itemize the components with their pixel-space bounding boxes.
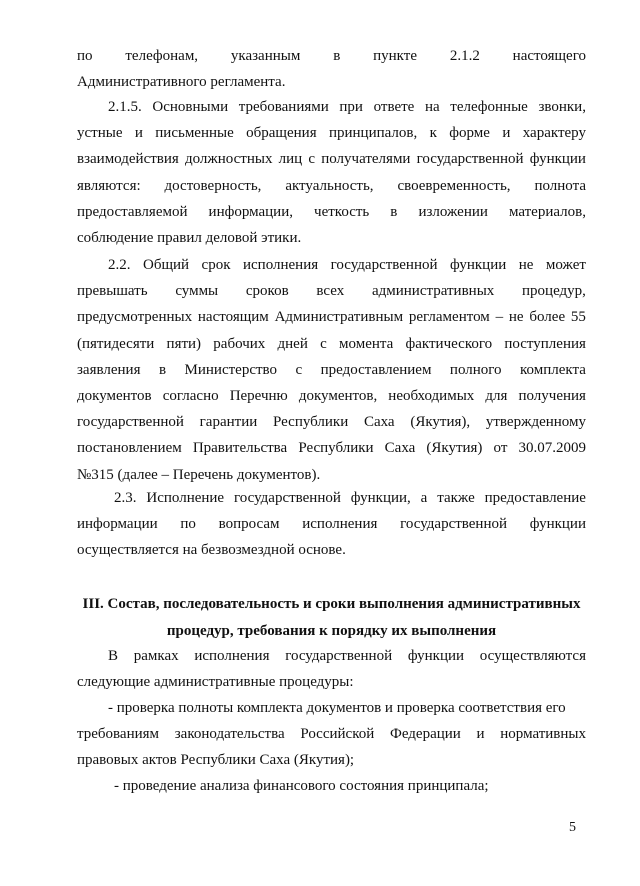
word: дней	[277, 335, 308, 352]
text-line: следующие административные процедуры:	[77, 674, 354, 691]
word: документов,	[298, 387, 378, 404]
text-line	[77, 435, 586, 461]
word: (Якутия)	[426, 440, 483, 457]
word: государственной	[416, 151, 524, 168]
paragraph-2-2	[77, 252, 586, 488]
word: требованиям	[77, 726, 160, 743]
word: согласно	[162, 387, 219, 404]
word: телефонам,	[125, 48, 199, 64]
word: Административным	[274, 309, 404, 326]
text-line	[77, 94, 586, 120]
word: и	[134, 125, 143, 142]
word: законодательства	[174, 726, 285, 743]
word: телефонные	[450, 99, 528, 115]
word: Республики	[272, 414, 349, 431]
word: форме	[449, 125, 490, 142]
word: государственной	[77, 414, 184, 431]
word: обращения	[246, 125, 317, 142]
text-line: осуществляется на безвозмездной основе.	[77, 542, 346, 559]
word: пункте	[373, 48, 417, 64]
word: указанным	[230, 48, 301, 64]
text-line	[77, 278, 586, 304]
word: а	[420, 490, 428, 506]
word: в	[390, 203, 398, 220]
word: вопросам	[218, 516, 280, 533]
word: функции	[450, 257, 507, 273]
text-line: - проведение анализа финансового состояния принципала;	[114, 778, 489, 794]
text-line	[77, 643, 586, 669]
word: лиц	[278, 151, 303, 168]
word: по	[77, 48, 93, 64]
word: должностных	[184, 151, 273, 168]
word: своевременность,	[397, 177, 511, 194]
word: административных	[371, 283, 495, 300]
word: заявления	[77, 361, 141, 378]
word: в	[158, 361, 167, 378]
word: 2.1.5.	[108, 99, 142, 115]
word: регламентом	[408, 309, 490, 326]
text-line: соблюдение правил деловой этики.	[77, 229, 302, 246]
word: осуществляются	[479, 648, 586, 664]
word: Саха	[363, 414, 395, 431]
word: актуальность,	[285, 177, 374, 194]
word: исполнения	[242, 257, 319, 273]
word: 2.3.	[114, 490, 137, 506]
word: функции	[529, 516, 586, 533]
list-item-financial-analysis	[77, 773, 586, 799]
text-line	[77, 357, 586, 383]
word: (пятидесяти	[77, 335, 155, 352]
section-heading	[77, 591, 586, 645]
text-line: правовых актов Республики Саха (Якутия);	[77, 752, 355, 769]
word: процедур,	[522, 283, 586, 300]
word: информации,	[208, 203, 293, 220]
word: и	[476, 726, 485, 743]
word: Перечню	[229, 387, 288, 404]
word: документов	[77, 387, 152, 404]
word: постановлением	[77, 440, 182, 457]
word: материалов,	[508, 203, 586, 220]
word: нормативных	[500, 726, 586, 743]
word: звонки,	[538, 99, 586, 115]
text-line	[77, 383, 586, 409]
word: необходимых	[388, 387, 475, 404]
word: ответе	[373, 99, 415, 115]
word: государственной	[285, 648, 393, 664]
word: функции	[529, 151, 586, 168]
word: к	[429, 125, 437, 142]
word: с	[295, 361, 303, 378]
list-item-completeness-check	[77, 695, 586, 774]
paragraph-procedures-intro	[77, 643, 586, 695]
text-line	[77, 199, 586, 225]
word: предусмотренных	[77, 309, 193, 326]
word: являются:	[77, 177, 141, 194]
paragraph-2-3	[77, 485, 586, 564]
word: полного	[449, 361, 502, 378]
word: взаимодействия	[77, 151, 179, 168]
word: Общий	[142, 257, 190, 273]
word: комплекта	[520, 361, 586, 378]
word: изложении	[418, 203, 488, 220]
word: характеру	[522, 125, 586, 142]
word: не	[518, 257, 534, 273]
paragraph-contact-phones	[77, 43, 586, 95]
word: всех	[316, 283, 345, 300]
word: с	[320, 335, 327, 352]
text-line: №315 (далее – Перечень документов).	[77, 466, 321, 483]
word: Республики	[298, 440, 374, 457]
word: полнота	[534, 177, 586, 194]
text-line	[77, 485, 586, 511]
word: государственной	[233, 490, 341, 506]
word: 2.1.2	[449, 48, 480, 64]
heading-line: III. Состав, последовательность и сроки выполнения административных	[82, 596, 581, 612]
word: и	[502, 125, 511, 142]
word: получения	[518, 387, 586, 404]
text-line	[77, 304, 586, 330]
word: в	[333, 48, 341, 64]
word: Российской	[300, 726, 375, 743]
text-line	[77, 409, 586, 435]
word: при	[339, 99, 363, 115]
word: для	[485, 387, 508, 404]
word: (Якутия),	[410, 414, 471, 431]
word: сроков	[245, 283, 289, 300]
word: может	[545, 257, 586, 273]
text-line	[77, 173, 586, 199]
word: настоящего	[512, 48, 586, 64]
word: суммы	[175, 283, 219, 300]
word: пяти)	[166, 335, 202, 352]
word: письменные	[155, 125, 234, 142]
word: В	[108, 648, 119, 664]
word: исполнения	[302, 516, 378, 533]
word: фактического	[405, 335, 493, 352]
word: на	[424, 99, 440, 115]
word: государственной	[400, 516, 508, 533]
word: требованиями	[238, 99, 329, 115]
word: четкость	[314, 203, 370, 220]
word: Саха	[384, 440, 416, 457]
word: предоставляемой	[77, 203, 188, 220]
word: информации	[77, 516, 158, 533]
word: –	[495, 309, 504, 326]
text-line	[77, 43, 586, 69]
word: более	[529, 309, 566, 326]
word: предоставлением	[320, 361, 432, 378]
word: не	[508, 309, 524, 326]
word: рабочих	[213, 335, 266, 352]
word: по	[180, 516, 196, 533]
text-line	[77, 120, 586, 146]
word: гарантии	[199, 414, 258, 431]
word: 55	[570, 309, 586, 326]
text-line: Административного регламента.	[77, 74, 286, 91]
word: с	[308, 151, 316, 168]
word: рамках	[133, 648, 179, 664]
word: Основными	[152, 99, 229, 115]
word: срок	[201, 257, 231, 273]
text-line	[77, 146, 586, 172]
word: принципалов,	[328, 125, 418, 142]
text-line: - проверка полноты комплекта документов и проверка соответствия его	[108, 700, 566, 716]
word: Исполнение	[146, 490, 225, 506]
page-number: 5	[569, 820, 576, 835]
word: Министерство	[184, 361, 278, 378]
word: момента	[339, 335, 394, 352]
word: Правительства	[192, 440, 288, 457]
text-line	[77, 252, 586, 278]
word: достоверность,	[164, 177, 262, 194]
word: Федерации	[389, 726, 461, 743]
word: утвержденному	[485, 414, 586, 431]
word: исполнения	[194, 648, 270, 664]
word: получателями	[321, 151, 411, 168]
word: 30.07.2009	[518, 440, 586, 457]
heading-line: процедур, требования к порядку их выполнения	[166, 623, 497, 639]
paragraph-2-1-5	[77, 94, 586, 251]
word: функции	[407, 648, 465, 664]
text-line	[77, 331, 586, 357]
word: превышать	[77, 283, 148, 300]
word: от	[493, 440, 508, 457]
word: 2.2.	[108, 257, 131, 273]
text-line	[77, 511, 586, 537]
word: также	[437, 490, 475, 506]
word: устные	[77, 125, 123, 142]
word: государственной	[330, 257, 438, 273]
word: настоящим	[197, 309, 269, 326]
text-line	[77, 721, 586, 747]
word: поступления	[504, 335, 586, 352]
word: функции,	[350, 490, 411, 506]
word: предоставление	[484, 490, 586, 506]
